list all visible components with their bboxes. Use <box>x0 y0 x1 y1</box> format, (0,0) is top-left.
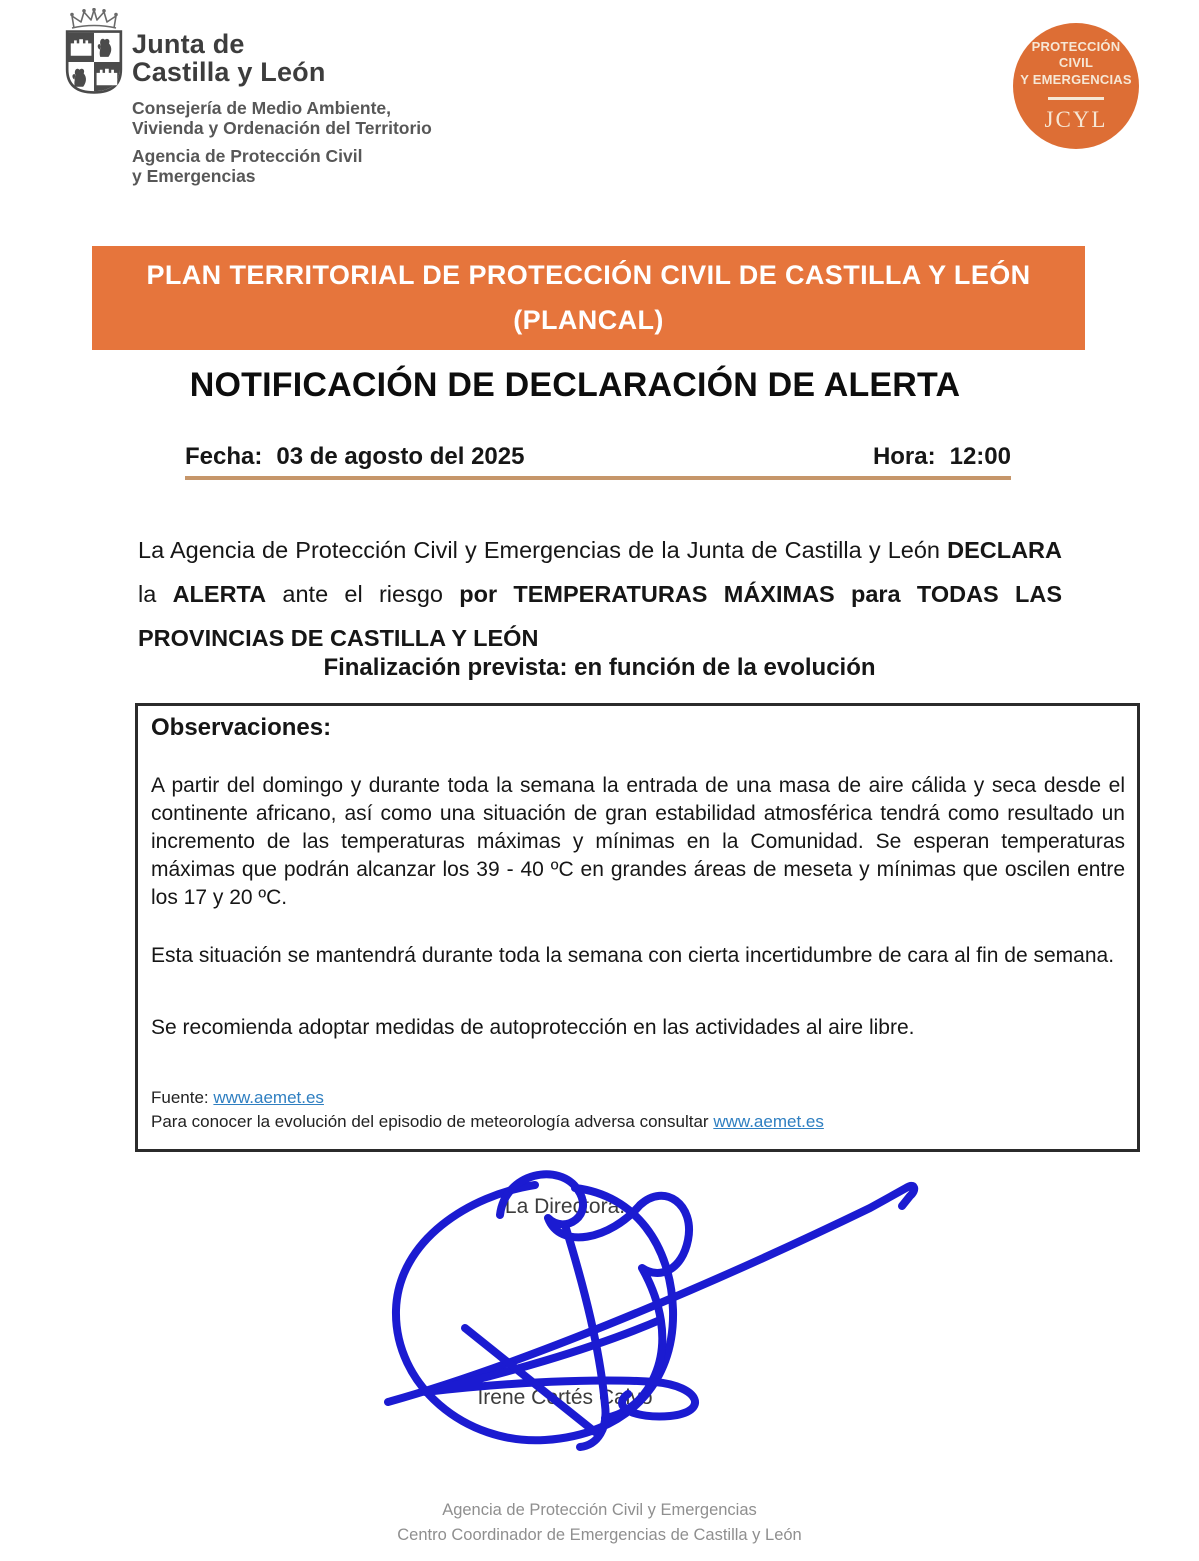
fecha-value: 03 de agosto del 2025 <box>276 443 525 470</box>
badge-acronym: JCYL <box>1044 106 1108 132</box>
hora-field <box>873 443 1011 471</box>
shield-icon <box>65 30 123 94</box>
consulta-line <box>151 1110 1125 1134</box>
footer <box>0 1498 1199 1548</box>
aemet-link-1[interactable]: www.aemet.es <box>213 1088 324 1107</box>
observaciones-heading: Observaciones: <box>151 714 332 741</box>
consulta-text: Para conocer la evolución del episodio de meteorología adversa consultar <box>151 1112 709 1131</box>
badge-text: PROTECCIÓN CIVIL Y EMERGENCIAS <box>1020 39 1132 87</box>
signer-role: La Directora. <box>504 1195 626 1218</box>
fuente-line <box>151 1086 1125 1110</box>
page-title: NOTIFICACIÓN DE DECLARACIÓN DE ALERTA <box>189 366 961 404</box>
observaciones-paragraph-1: A partir del domingo y durante toda la semana la entrada de una masa de aire cálida y seca desde el continente africano, así como una situación de gran estabilidad atmosférica tendrá como resultado un incremento de las temperaturas máximas y mínimas en la Comunidad. Se esperan temperaturas máximas que podrán alcanzar los 39 - 40 ºC en grandes áreas de meseta y mínimas que oscilen entre los 17 y 20 ºC. <box>151 774 1125 909</box>
finalizacion-line: Finalización prevista: en función de la evolución <box>323 654 876 681</box>
plan-banner <box>92 246 1085 350</box>
observaciones-box <box>135 703 1140 1152</box>
aemet-link-2[interactable]: www.aemet.es <box>713 1112 824 1131</box>
source-lines <box>151 1086 1125 1134</box>
declaration-paragraph: La Agencia de Protección Civil y Emergencias de la Junta de Castilla y León DECLARA la ALERTA ante el riesgo por TEMPERATURAS MÁXIMAS para TODAS LAS PROVINCIAS DE CASTILLA Y LEÓN <box>138 536 1062 651</box>
date-time-row <box>185 443 1011 480</box>
fecha-field <box>185 443 524 471</box>
footer-line1: Agencia de Protección Civil y Emergencias <box>442 1501 757 1519</box>
org-name-line1: Junta de <box>132 29 245 59</box>
proteccion-civil-badge <box>1013 23 1139 149</box>
observaciones-paragraph-3: Se recomienda adoptar medidas de autoprotección en las actividades al aire libre. <box>151 1016 915 1039</box>
observaciones-paragraph-2: Esta situación se mantendrá durante toda la semana con cierta incertidumbre de cara al fin de semana. <box>151 944 1115 967</box>
coat-of-arms-icon <box>64 8 124 186</box>
fuente-label: Fuente: <box>151 1088 209 1107</box>
crown-icon <box>65 8 123 30</box>
footer-line2: Centro Coordinador de Emergencias de Castilla y León <box>397 1526 802 1544</box>
hora-value: 12:00 <box>949 443 1011 470</box>
fecha-label: Fecha: <box>185 443 263 470</box>
junta-logo <box>64 8 432 186</box>
hora-label: Hora: <box>872 443 936 470</box>
org-text <box>132 8 432 186</box>
org-name <box>132 30 432 87</box>
signer-name: Irene Cortés Calvo <box>477 1386 653 1409</box>
badge-divider <box>1048 97 1104 100</box>
banner-line1: PLAN TERRITORIAL DE PROTECCIÓN CIVIL DE CASTILLA Y LEÓN <box>146 260 1031 290</box>
banner-line2: (PLANCAL) <box>513 305 664 335</box>
agency-name: Agencia de Protección Civil y Emergencias <box>132 145 363 187</box>
org-name-line2: Castilla y León <box>132 57 326 88</box>
department-name: Consejería de Medio Ambiente, Vivienda y Ordenación del Territorio <box>132 97 432 138</box>
